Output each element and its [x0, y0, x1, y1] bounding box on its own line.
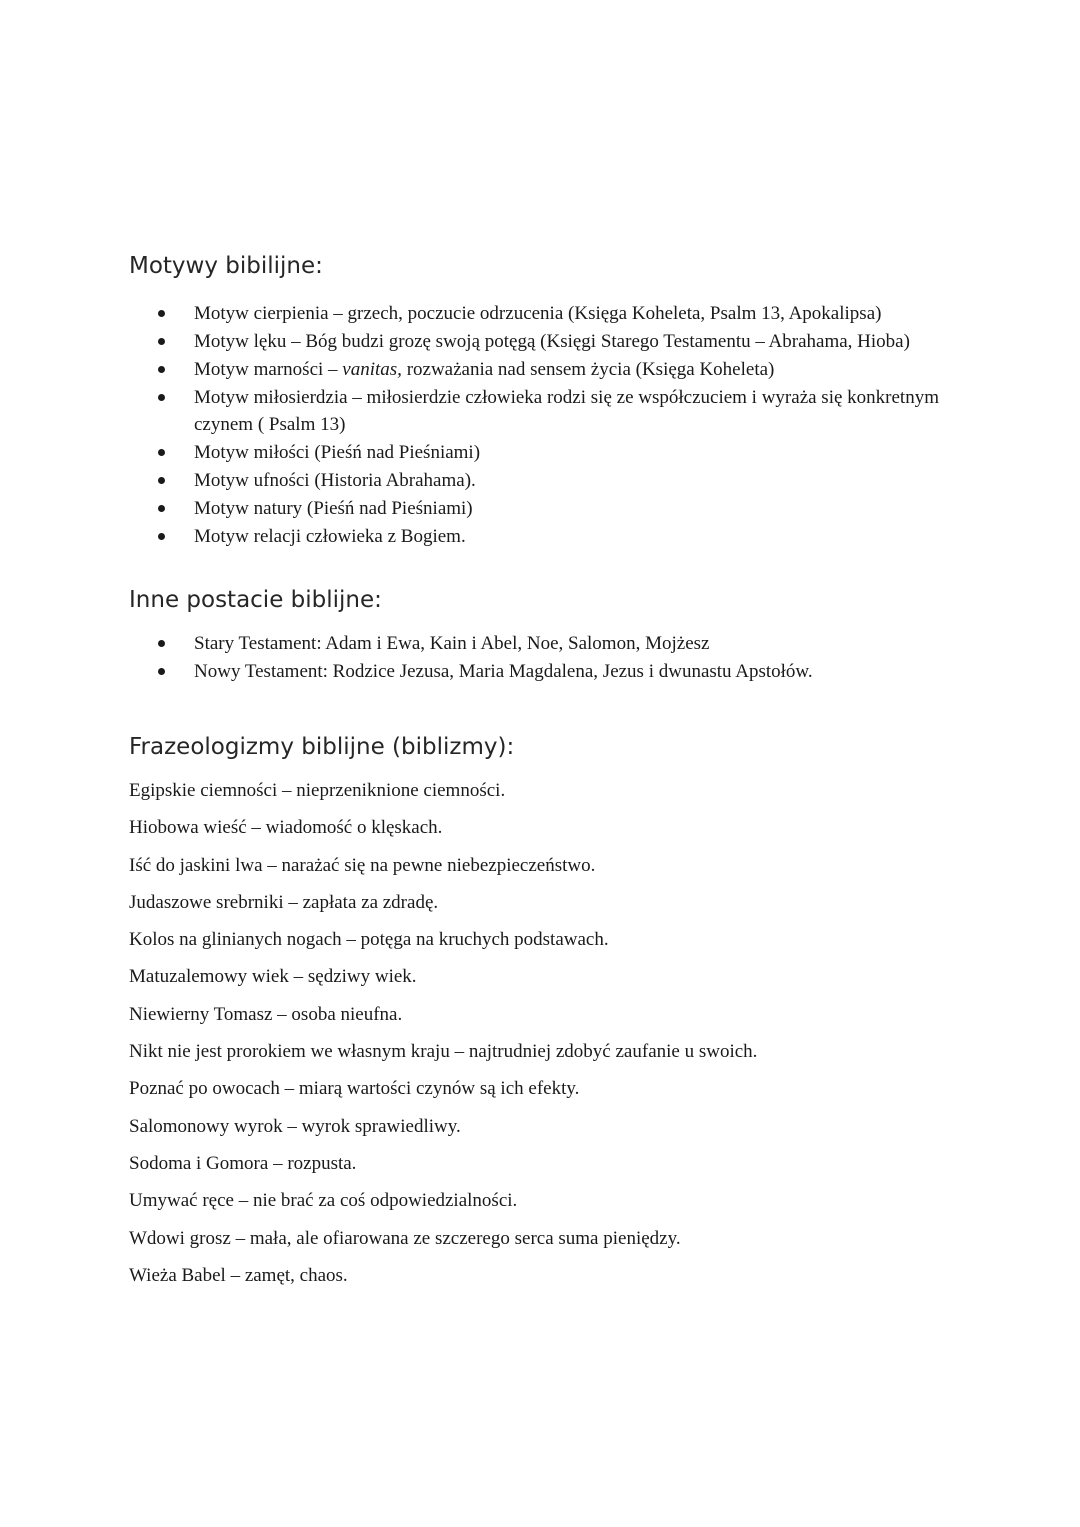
phrase-item: Kolos na glinianych nogach – potęga na kruchych podstawach.: [129, 929, 609, 951]
bullet-icon: [158, 505, 165, 512]
phrases-heading: Frazeologizmy biblijne (biblizmy):: [129, 734, 515, 760]
bullet-icon: [158, 338, 165, 345]
list-item-italic: vanitas,: [342, 359, 402, 380]
list-item-text: Motyw relacji człowieka z Bogiem.: [194, 526, 466, 547]
list-item: [129, 495, 989, 522]
bullet-icon: [158, 477, 165, 484]
list-item-text: Motyw lęku – Bóg budzi grozę swoją potęgą (Księgi Starego Testamentu – Abrahama, Hioba): [194, 331, 910, 352]
phrase-item: Matuzalemowy wiek – sędziwy wiek.: [129, 966, 417, 988]
bullet-icon: [158, 449, 165, 456]
list-item-text: Motyw marności –: [194, 359, 343, 380]
list-item-text: Nowy Testament: Rodzice Jezusa, Maria Magdalena, Jezus i dwunastu Apstołów.: [194, 661, 813, 682]
bullet-icon: [158, 310, 165, 317]
phrase-item: Egipskie ciemności – nieprzeniknione ciemności.: [129, 780, 506, 801]
list-item-text: Motyw ufności (Historia Abrahama).: [194, 470, 476, 491]
phrase-item: Sodoma i Gomora – rozpusta.: [129, 1152, 357, 1174]
list-item: [129, 356, 989, 383]
bullet-icon: [158, 640, 165, 647]
list-item: [129, 467, 989, 494]
list-item: [129, 630, 989, 657]
phrase-item: Hiobowa wieść – wiadomość o klęskach.: [129, 817, 443, 839]
figures-heading: Inne postacie biblijne:: [129, 587, 382, 613]
phrase-item: Umywać ręce – nie brać za coś odpowiedzialności.: [129, 1190, 518, 1212]
list-item-text: Motyw miłości (Pieśń nad Pieśniami): [194, 442, 481, 463]
list-item: [129, 328, 989, 355]
motifs-list: [129, 300, 989, 551]
list-item-text: Motyw miłosierdzia – miłosierdzie człowieka rodzi się ze współczuciem i wyraża się konkretnym czynem ( Psalm 13): [194, 387, 939, 435]
list-item-text: Motyw cierpienia – grzech, poczucie odrzucenia (Księga Koheleta, Psalm 13, Apokalipsa): [194, 303, 882, 324]
phrases-list: [129, 778, 1009, 1300]
bullet-icon: [158, 394, 165, 401]
list-item-text: Stary Testament: Adam i Ewa, Kain i Abel, Noe, Salomon, Mojżesz: [194, 633, 710, 654]
list-item: [129, 439, 989, 466]
list-item: [129, 300, 989, 327]
list-item: [129, 523, 989, 550]
bullet-icon: [158, 668, 165, 675]
phrase-item: Niewierny Tomasz – osoba nieufna.: [129, 1003, 403, 1025]
phrase-item: Wdowi grosz – mała, ale ofiarowana ze szczerego serca suma pieniędzy.: [129, 1227, 681, 1249]
motifs-heading: Motywy bibilijne:: [129, 253, 323, 279]
phrase-item: Nikt nie jest prorokiem we własnym kraju – najtrudniej zdobyć zaufanie u swoich.: [129, 1041, 758, 1063]
list-item-text: Motyw natury (Pieśń nad Pieśniami): [194, 498, 473, 519]
figures-list: [129, 630, 989, 686]
phrase-item: Poznać po owocach – miarą wartości czynów są ich efekty.: [129, 1078, 580, 1100]
bullet-icon: [158, 533, 165, 540]
phrase-item: Iść do jaskini lwa – narażać się na pewne niebezpieczeństwo.: [129, 854, 596, 876]
bullet-icon: [158, 366, 165, 373]
phrase-item: Judaszowe srebrniki – zapłata za zdradę.: [129, 891, 439, 913]
phrase-item: Wieża Babel – zamęt, chaos.: [129, 1264, 348, 1286]
list-item-text: rozważania nad sensem życia (Księga Koheleta): [401, 359, 775, 380]
list-item: [129, 384, 989, 438]
list-item: [129, 658, 989, 685]
phrase-item: Salomonowy wyrok – wyrok sprawiedliwy.: [129, 1115, 461, 1137]
